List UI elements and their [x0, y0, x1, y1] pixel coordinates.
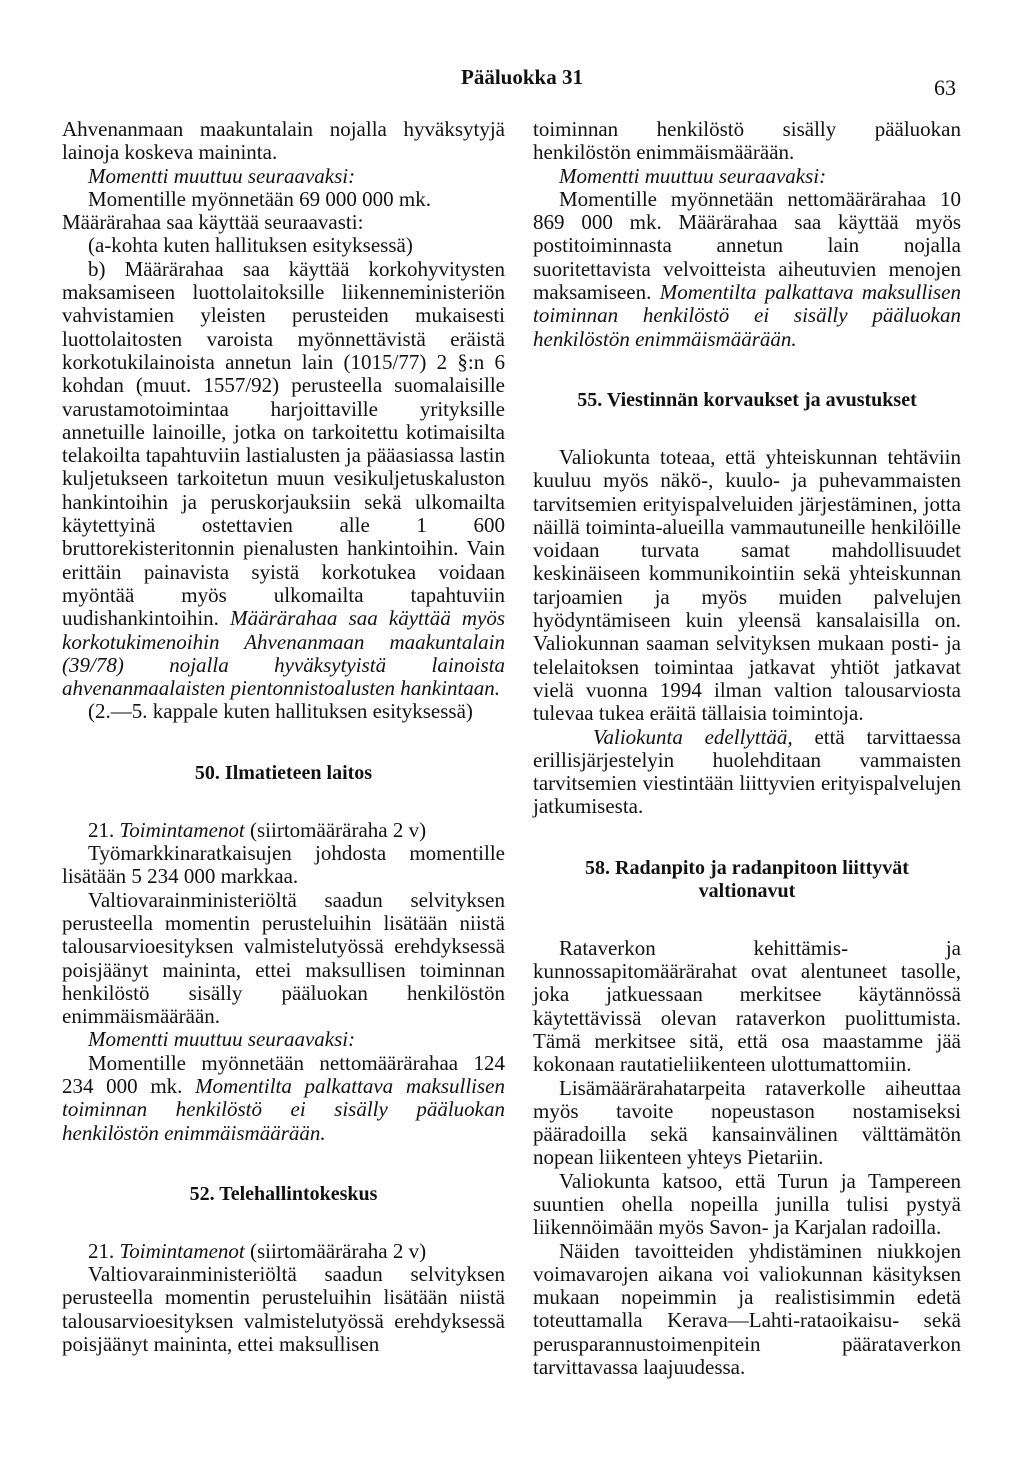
section-heading-55: 55. Viestinnän korvaukset ja avustukset [577, 388, 917, 411]
paragraph: Työmarkkinaratkaisujen johdosta momentille lisätään 5 234 000 markkaa. [62, 841, 505, 889]
left-column [62, 118, 505, 1356]
page-header [0, 65, 1024, 100]
paragraph: Rataverkon kehittämis- ja kunnossapitomäärärahat ovat alentuneet tasolle, joka jatkuessaan merkitsee käytännössä käytettävissä olevan rataverkon puolittumista. Tämä merkitsee sitä, että osa maastamme jää kokonaan rautatieliikenteen ulottumattomiin. [533, 935, 961, 1077]
paragraph: Momentti muuttuu seuraavaksi: [88, 163, 356, 188]
paragraph: Valiokunta toteaa, että yhteiskunnan tehtäviin kuuluu myös näkö-, kuulo- ja puhevammaisten tarvitsemien erityispalveluiden järjestäminen, jotta näillä toiminta-alueilla vammautuneille henkilöille voidaan turvata samat mahdollisuudet keskinäiseen kommunikointiin sekä yhteiskunnan tarjoamien ja myös muiden palvelujen hyödyntämiseen kuin yleensä kansalaisilla on. Valiokunnan saaman selvityksen mukaan posti- ja telelaitoksen toimintaa jatkavat yhtiöt jatkavat vielä vuonna 1994 ilman valtion talousarviosta tulevaa tukea eräitä tällaisia toimintoja. [533, 444, 961, 726]
paragraph: Momentti muuttuu seuraavaksi: [559, 163, 827, 188]
paragraph: (2.—5. kappale kuten hallituksen esityksessä) [88, 699, 473, 724]
paragraph: Momentille myönnetään 69 000 000 mk. [88, 186, 431, 211]
section-heading-50: 50. Ilmatieteen laitos [194, 761, 373, 784]
paragraph: Ahvenanmaan maakuntalain nojalla hyväksytyjä lainoja koskeva maininta. [62, 117, 505, 165]
paragraph: b) Määrärahaa saa käyttää korkohyvitysten maksamiseen luottolaitoksille liikenneministeriön vahvistamien yleisten perusteiden mukaisesti luottolaitosten varoista myönnettävistä eräistä korkotukilainoista annetun lain (1015/77) 2 §:n 6 kohdan (muut. 1557/92) perusteella suomalaisille varustamotoimintaa harjoittaville yrityksille annetuille lainoille, jotka on tarkoitettu kotimaisilta telakoilta tapahtuviin lastialusten ja pääasiassa lastin kuljetukseen tarkoitetun muun vesikuljetuskaluston hankintoihin ja peruskorjauksiin sekä ulkomailta käytettyinä ostettavien alle 1 600 bruttorekisteritonnin pienalusten hankintoihin. Vain erittäin painavista syistä korkotukea voidaan myöntää myös ulkomailta tapahtuviin uudishankintoihin. Määrärahaa saa käyttää myös korkotukimenoihin Ahvenanmaan maakuntalain (39/78) nojalla hyväksytyistä lainoista ahvenanmaalaisten pientonnistoalusten hankintaan. [62, 256, 506, 701]
paragraph: Momentille myönnetään nettomäärärahaa 10 869 000 mk. Määrärahaa saa käyttää myös postitoiminnasta annetun lain nojalla suoritettavista velvoitteista aiheutuvien menojen maksamiseen. Momentilta palkattava maksullisen toiminnan henkilöstö ei sisälly pääluokan henkilöstön enimmäismäärään. [533, 186, 961, 351]
paragraph: toiminnan henkilöstö sisälly pääluokan henkilöstön enimmäismäärään. [533, 117, 961, 165]
page-number: 63 [934, 75, 956, 100]
right-column [533, 118, 961, 1379]
paragraph: Valiokunta edellyttää, että tarvittaessa erillisjärjestelyin huolehditaan vammaisten tarvitsemien viestintään liittyvien erityispalvelujen jatkumisesta. [533, 724, 961, 819]
paragraph: Määrärahaa saa käyttää seuraavasti: [62, 210, 364, 235]
section-heading-58: 58. Radanpito ja radanpitoon liittyvät valtionavut [585, 856, 909, 902]
paragraph: Näiden tavoitteiden yhdistäminen niukkojen voimavarojen aikana voi valiokunnan käsityksen mukaan nopeimmin ja realistisimmin edetä toteuttamalla Kerava—Lahti-rataoikaisu- sekä perusparannustoimenpitein päärataverkon tarvittavassa laajuudessa. [533, 1238, 961, 1380]
paragraph: Momentti muuttuu seuraavaksi: [88, 1027, 356, 1052]
paragraph: (a-kohta kuten hallituksen esityksessä) [88, 233, 413, 258]
paragraph: Valtiovarainministeriöltä saadun selvityksen perusteella momentin perusteluihin lisätään niistä talousarvioesityksen valmistelutyössä erehdyksessä poisjäänyt maininta, ettei maksullisen toiminnan henkilöstö sisälly pääluokan henkilöstön enimmäismäärään. [62, 887, 505, 1029]
paragraph: Lisämäärärahatarpeita rataverkolle aiheuttaa myös tavoite nopeustason nostamiseksi pääradoilla sekä kansainvälinen välttämätön nopean liikenteen yhteys Pietariin. [533, 1075, 961, 1170]
paragraph: Valiokunta katsoo, että Turun ja Tampereen suuntien ohella nopeilla junilla tulisi pystyä liikennöimään myös Savon- ja Karjalan radoilla. [533, 1168, 961, 1240]
running-head: Pääluokka 31 [461, 65, 583, 89]
paragraph: 21. Toimintamenot (siirtomääräraha 2 v) [88, 1238, 427, 1263]
section-heading-52: 52. Telehallintokeskus [189, 1182, 378, 1205]
paragraph: 21. Toimintamenot (siirtomääräraha 2 v) [88, 817, 427, 842]
paragraph: Momentille myönnetään nettomäärärahaa 124 234 000 mk. Momentilta palkattava maksullisen toiminnan henkilöstö ei sisälly pääluokan henkilöstön enimmäismäärään. [62, 1050, 505, 1145]
paragraph: Valtiovarainministeriöltä saadun selvityksen perusteella momentin perusteluihin lisätään niistä talousarvioesityksen valmistelutyössä erehdyksessä poisjäänyt maininta, ettei maksullisen [62, 1262, 505, 1357]
